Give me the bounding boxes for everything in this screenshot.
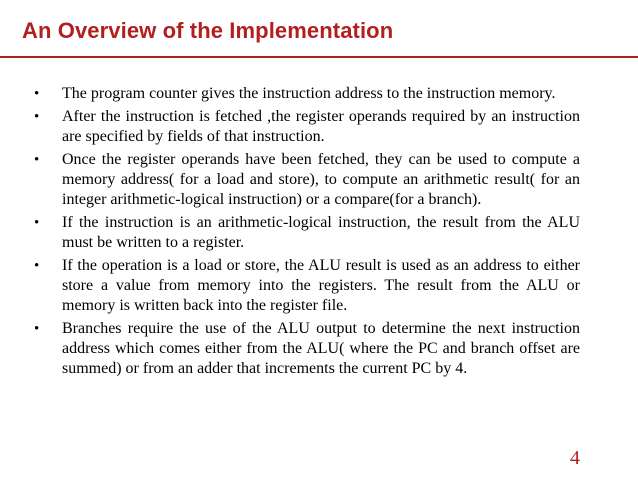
bullet-item <box>34 256 580 317</box>
bullet-text: If the operation is a load or store, the ALU result is used as an address to either store a value from memory into the registers. The result from the ALU or memory is written back into the register file. <box>62 256 580 315</box>
title-divider <box>0 56 638 58</box>
bullet-text: Branches require the use of the ALU output to determine the next instruction address which comes either from the ALU( where the PC and branch offset are summed) or from an adder that increments the current PC by 4. <box>62 319 580 378</box>
bullet-dot-icon: • <box>34 257 40 274</box>
bullet-dot-icon: • <box>34 151 40 168</box>
bullet-text: If the instruction is an arithmetic-logical instruction, the result from the ALU must be written to a register. <box>62 213 580 251</box>
bullet-item <box>34 319 580 380</box>
bullet-dot-icon: • <box>34 320 40 337</box>
slide-title: An Overview of the Implementation <box>22 18 394 43</box>
bullet-dot-icon: • <box>34 214 40 231</box>
bullet-list <box>34 84 580 382</box>
bullet-item <box>34 213 580 253</box>
bullet-item <box>34 84 580 104</box>
bullet-dot-icon: • <box>34 108 40 125</box>
bullet-text: Once the register operands have been fetched, they can be used to compute a memory address( for a load and store), to compute an arithmetic result( for an integer arithmetic-logical instruction) or a compare(for a branch). <box>62 150 580 209</box>
bullet-text: After the instruction is fetched ,the register operands required by an instruction are specified by fields of that instruction. <box>62 107 580 145</box>
bullet-text: The program counter gives the instruction address to the instruction memory. <box>62 85 556 102</box>
bullet-item <box>34 107 580 147</box>
bullet-dot-icon: • <box>34 86 40 102</box>
bullet-item <box>34 150 580 211</box>
page-number: 4 <box>570 447 580 469</box>
